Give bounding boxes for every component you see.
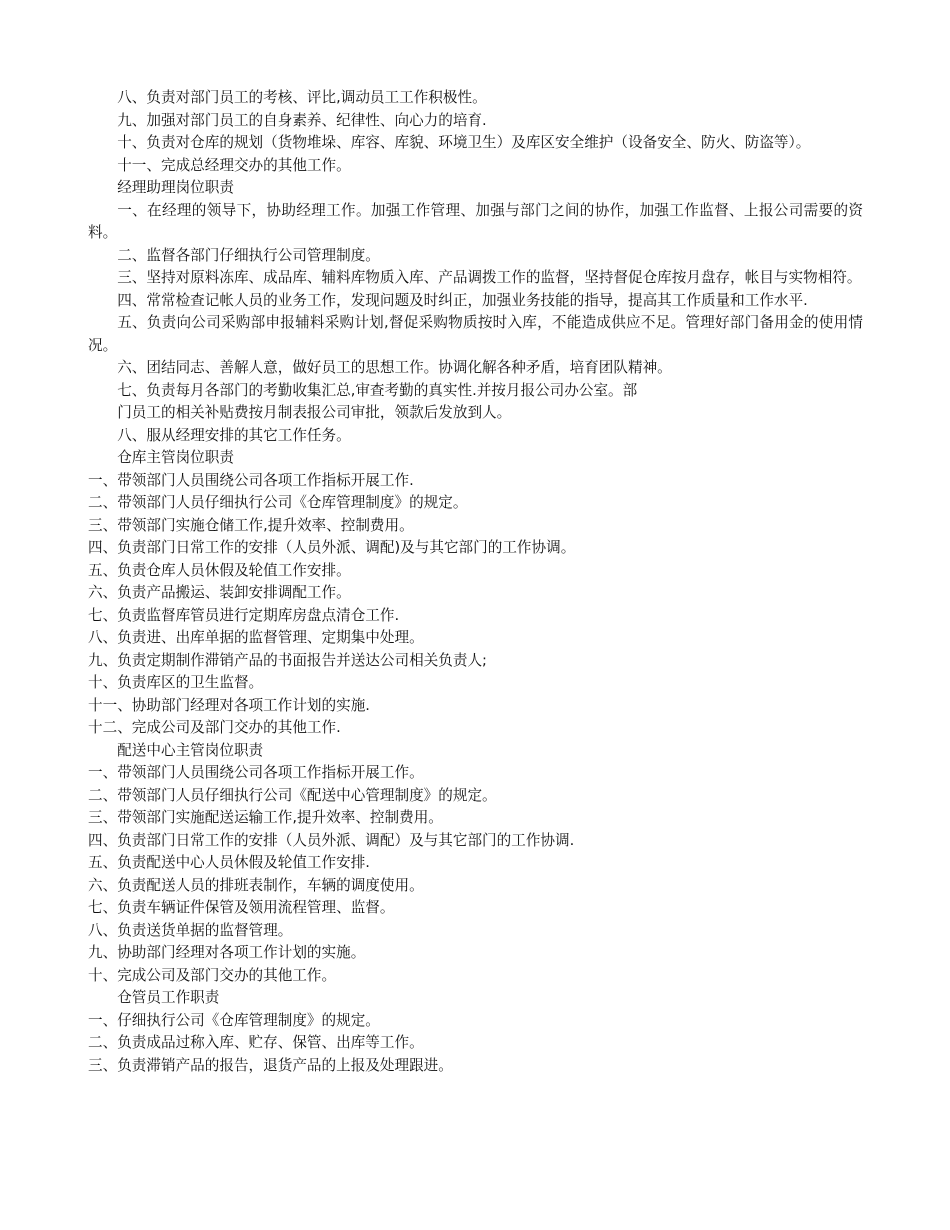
item-gm-9: 九、加强对部门员工的自身素养、纪律性、向心力的培育. (117, 111, 487, 129)
section-heading-distribution-supervisor: 配送中心主管岗位职责 (117, 741, 264, 759)
item-ws-5: 五、负责仓库人员休假及轮值工作安排。 (88, 561, 351, 579)
item-ws-9: 九、负责定期制作滞销产品的书面报告并送达公司相关负责人; (88, 651, 487, 669)
section-heading-warehouse-supervisor: 仓库主管岗位职责 (117, 449, 234, 466)
item-ds-8: 八、负责送货单据的监督管理。 (88, 921, 293, 939)
item-ws-1: 一、带领部门人员围绕公司各项工作指标开展工作. (88, 471, 414, 489)
item-am-2: 二、监督各部门仔细执行公司管理制度。 (117, 246, 380, 264)
item-ws-3: 三、带领部门实施仓储工作,提升效率、控制费用。 (88, 516, 414, 534)
item-ws-4: 四、负责部门日常工作的安排（人员外派、调配)及与其它部门的工作协调。 (88, 539, 576, 556)
item-am-1: 一、在经理的领导下，协助经理工作。加强工作管理、加强与部门之间的协作，加强工作监督、上报公司需要的资料。 (88, 201, 863, 241)
item-ws-7: 七、负责监督库管员进行定期库房盘点清仓工作. (88, 606, 400, 624)
item-ds-9: 九、协助部门经理对各项工作计划的实施。 (88, 944, 366, 961)
item-gm-10: 十、负责对仓库的规划（货物堆垛、库容、库貌、环境卫生）及库区安全维护（设备安全、防火、防盗等）。 (117, 134, 811, 151)
item-ws-2: 二、带领部门人员仔细执行公司《仓库管理制度》的规定。 (88, 494, 468, 511)
item-am-5: 五、负责向公司采购部申报辅料采购计划,督促采购物质按时入库，不能造成供应不足。管理好部门备用金的使用情况。 (88, 314, 863, 354)
item-ws-8: 八、负责进、出库单据的监督管理、定期集中处理。 (88, 629, 424, 646)
item-am-4: 四、常常检查记帐人员的业务工作，发现问题及时纠正，加强业务技能的指导，提高其工作质量和工作水平. (117, 291, 808, 309)
section-heading-warehouse-keeper: 仓管员工作职责 (117, 989, 220, 1006)
item-am-3: 三、坚持对原料冻库、成品库、辅料库物质入库、产品调拨工作的监督，坚持督促仓库按月盘存，帐目与实物相符。 (117, 269, 862, 286)
item-ds-6: 六、负责配送人员的排班表制作，车辆的调度使用。 (88, 876, 424, 894)
item-gm-11: 十一、完成总经理交办的其他工作。 (117, 156, 351, 174)
item-ws-11: 十一、协助部门经理对各项工作计划的实施. (88, 696, 370, 714)
section-heading-assistant-manager: 经理助理岗位职责 (117, 179, 234, 196)
item-ds-2: 二、带领部门人员仔细执行公司《配送中心管理制度》的规定。 (88, 786, 497, 804)
item-wk-2: 二、负责成品过称入库、贮存、保管、出库等工作。 (88, 1034, 424, 1051)
item-am-6: 六、团结同志、善解人意，做好员工的思想工作。协调化解各种矛盾，培育团队精神。 (117, 359, 672, 376)
item-ds-5: 五、负责配送中心人员休假及轮值工作安排. (88, 854, 370, 871)
item-am-7-continued: 门员工的相关补贴费按月制表报公司审批，领款后发放到人。 (117, 404, 512, 421)
item-wk-1: 一、仔细执行公司《仓库管理制度》的规定。 (88, 1011, 380, 1029)
item-ds-4: 四、负责部门日常工作的安排（人员外派、调配）及与其它部门的工作协调. (88, 831, 575, 849)
item-ds-7: 七、负责车辆证件保管及领用流程管理、监督。 (88, 899, 395, 916)
item-ds-3: 三、带领部门实施配送运输工作,提升效率、控制费用。 (88, 809, 443, 826)
item-ws-6: 六、负责产品搬运、装卸安排调配工作。 (88, 584, 351, 601)
item-gm-8: 八、负责对部门员工的考核、评比,调动员工工作积极性。 (117, 89, 487, 106)
item-ws-10: 十、负责库区的卫生监督。 (88, 674, 264, 691)
document-body (88, 87, 863, 1077)
item-am-7: 七、负责每月各部门的考勤收集汇总,审查考勤的真实性.并按月报公司办公室。部 (117, 381, 638, 399)
item-ws-12: 十二、完成公司及部门交办的其他工作. (88, 719, 341, 736)
item-am-8: 八、服从经理安排的其它工作任务。 (117, 426, 351, 444)
item-wk-3: 三、负责滞销产品的报告，退货产品的上报及处理跟进。 (88, 1056, 453, 1074)
item-ds-1: 一、带领部门人员围绕公司各项工作指标开展工作。 (88, 764, 424, 781)
item-ds-10: 十、完成公司及部门交办的其他工作。 (88, 966, 337, 984)
